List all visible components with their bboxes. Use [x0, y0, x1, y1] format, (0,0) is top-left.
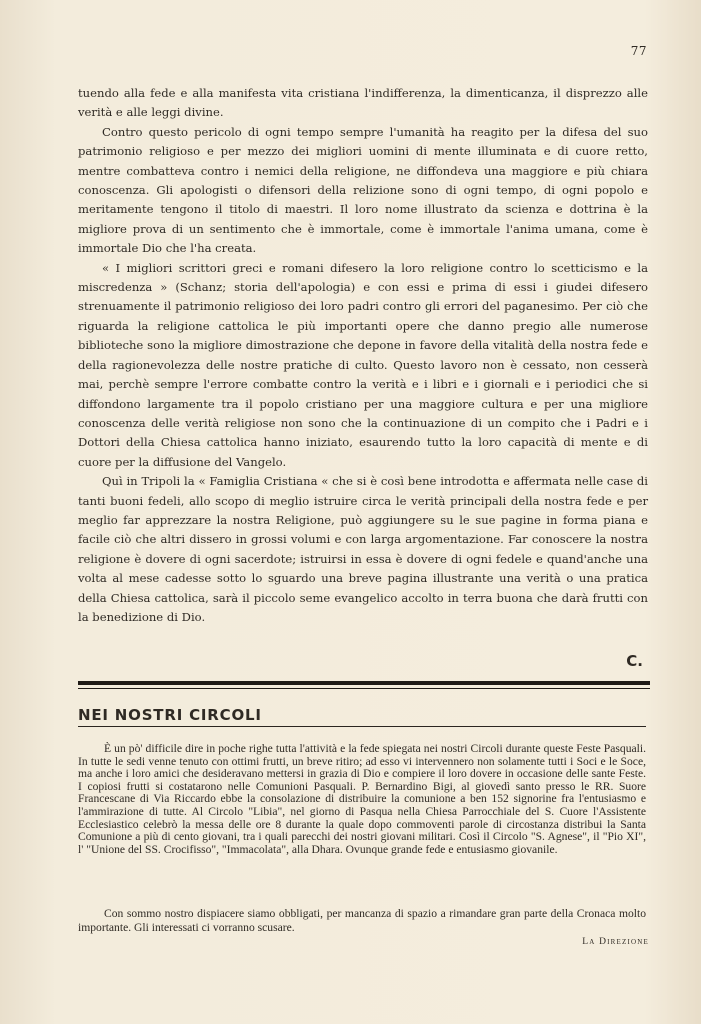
section-paragraph: È un pò' difficile dire in poche righe tutta l'attività e la fede spiegata nei nostri Circoli durante queste Feste Pasquali. In tutte le sedi venne tenuto con ottimi frutti, un breve ritiro; ad esso vi intervennero non solamente tutti i Soci e le Soce, ma anche i loro amici che desideravano mettersi in grazia di Dio e compiere il loro dovere in occasione delle sante Feste. I copiosi frutti si costatarono nelle Comunioni Pasquali. P. Bernardino Bigi, al giovedì santo presso le RR. Suore Francescane di Via Riccardo ebbe la consolazione di distribuire la comunione a ben 152 signorine fra l'entusiasmo e l'ammirazione di tutte. Al Circolo "Libia", nel giorno di Pasqua nella Chiesa Parrocchiale del S. Cuore l'Assistente Ecclesiastico celebrò la messa delle ore 8 durante la quale dopo commoventi parole di circostanza distribui la Santa Comunione a più di cento giovani, tra i quali parecchi dei nostri giovani militari. Così il Circolo "S. Agnese", il "Pio XI", l' "Unione del SS. Crocifisso", "Immacolata", alla Dhara. Ovunque grande fede e entusiasmo giovanile.	[78, 742, 646, 856]
section-body	[78, 743, 646, 856]
article-paragraph-3: « I migliori scrittori greci e romani difesero la loro religione contro lo scetticismo e la miscredenza » (Schanz; storia dell'apologia) e con essi e prima di essi i giudei difesero strenuamente il patrimonio religioso dei loro padri contro gli errori del paganesimo. Per ciò che riguarda la religione cattolica le più importanti opere che danno pregio alle numerose biblioteche sono la migliore dimostrazione che depone in favore della vitalità della nostra fede e della ragionevolezza delle nostre pratiche di culto. Questo lavoro non è cessato, non cesserà mai, perchè sempre l'errore combatte contro la verità e i libri e i giornali e i periodici che si diffondono largamente tra il popolo cristiano per una maggiore cultura e per una migliore conoscenza delle verità religiose non sono che la continuazione di un compito che i Padri e i Dottori della Chiesa cattolica hanno iniziato, esaurendo tutto la loro capacità di mente e di cuore per la diffusione del Vangelo.	[78, 260, 648, 469]
article	[78, 84, 648, 627]
article-paragraph-1: tuendo alla fede e alla manifesta vita cristiana l'indifferenza, la dimenticanza, il disprezzo alle verità e alle leggi divine.	[78, 86, 648, 120]
editorial-notice	[78, 907, 646, 934]
section-title-underline	[78, 726, 646, 727]
notice-paragraph: Con sommo nostro dispiacere siamo obbligati, per mancanza di spazio a rimandare gran parte della Cronaca molto importante. Gli interessati ci vorranno scusare.	[78, 907, 646, 934]
notice-signature: La Direzione	[582, 937, 649, 947]
article-paragraph-4: Quì in Tripoli la « Famiglia Cristiana « che si è così bene introdotta e affermata nelle case di tanti buoni fedeli, allo scopo di meglio istruire circa le verità principali della nostra fede e per meglio far apprezzare la nostra Religione, può aggiungere su le sue pagine in forma piana e facile ciò che altri dissero in grossi volumi e con larga argomentazione. Far conoscere la nostra religione è dovere di ogni sacerdote; istruirsi in essa è dovere di ogni fedele e quand'anche una volta al mese cadesse sotto lo sguardo una breve pagina illustrante una verità o una pratica della Chiesa cattolica, sarà il piccolo seme evangelico accolto in terra buona che darà frutti con la benedizione di Dio.	[78, 474, 648, 624]
article-paragraph-2: Contro questo pericolo di ogni tempo sempre l'umanità ha reagito per la difesa del suo patrimonio religioso e per mezzo dei migliori uomini di mente illuminata e di cuore retto, mentre combatteva contro i nemici della religione, ne diffondeva una maggiore e più chiara conoscenza. Gli apologisti o difensori della relizione sono di ogni tempo, di ogni popolo e meritamente tengono il titolo di maestri. Il loro nome illustrato da scienza e dottrina è la migliore prova di un sentimento che è immortale, come è immortale l'anima umana, come è immortale Dio che l'ha creata.	[78, 124, 648, 256]
section-divider-thin	[78, 688, 650, 689]
page-number: 77	[630, 44, 647, 58]
section-title: NEI NOSTRI CIRCOLI	[78, 706, 262, 724]
article-signature: C.	[626, 652, 643, 670]
section-divider-thick	[78, 681, 650, 685]
